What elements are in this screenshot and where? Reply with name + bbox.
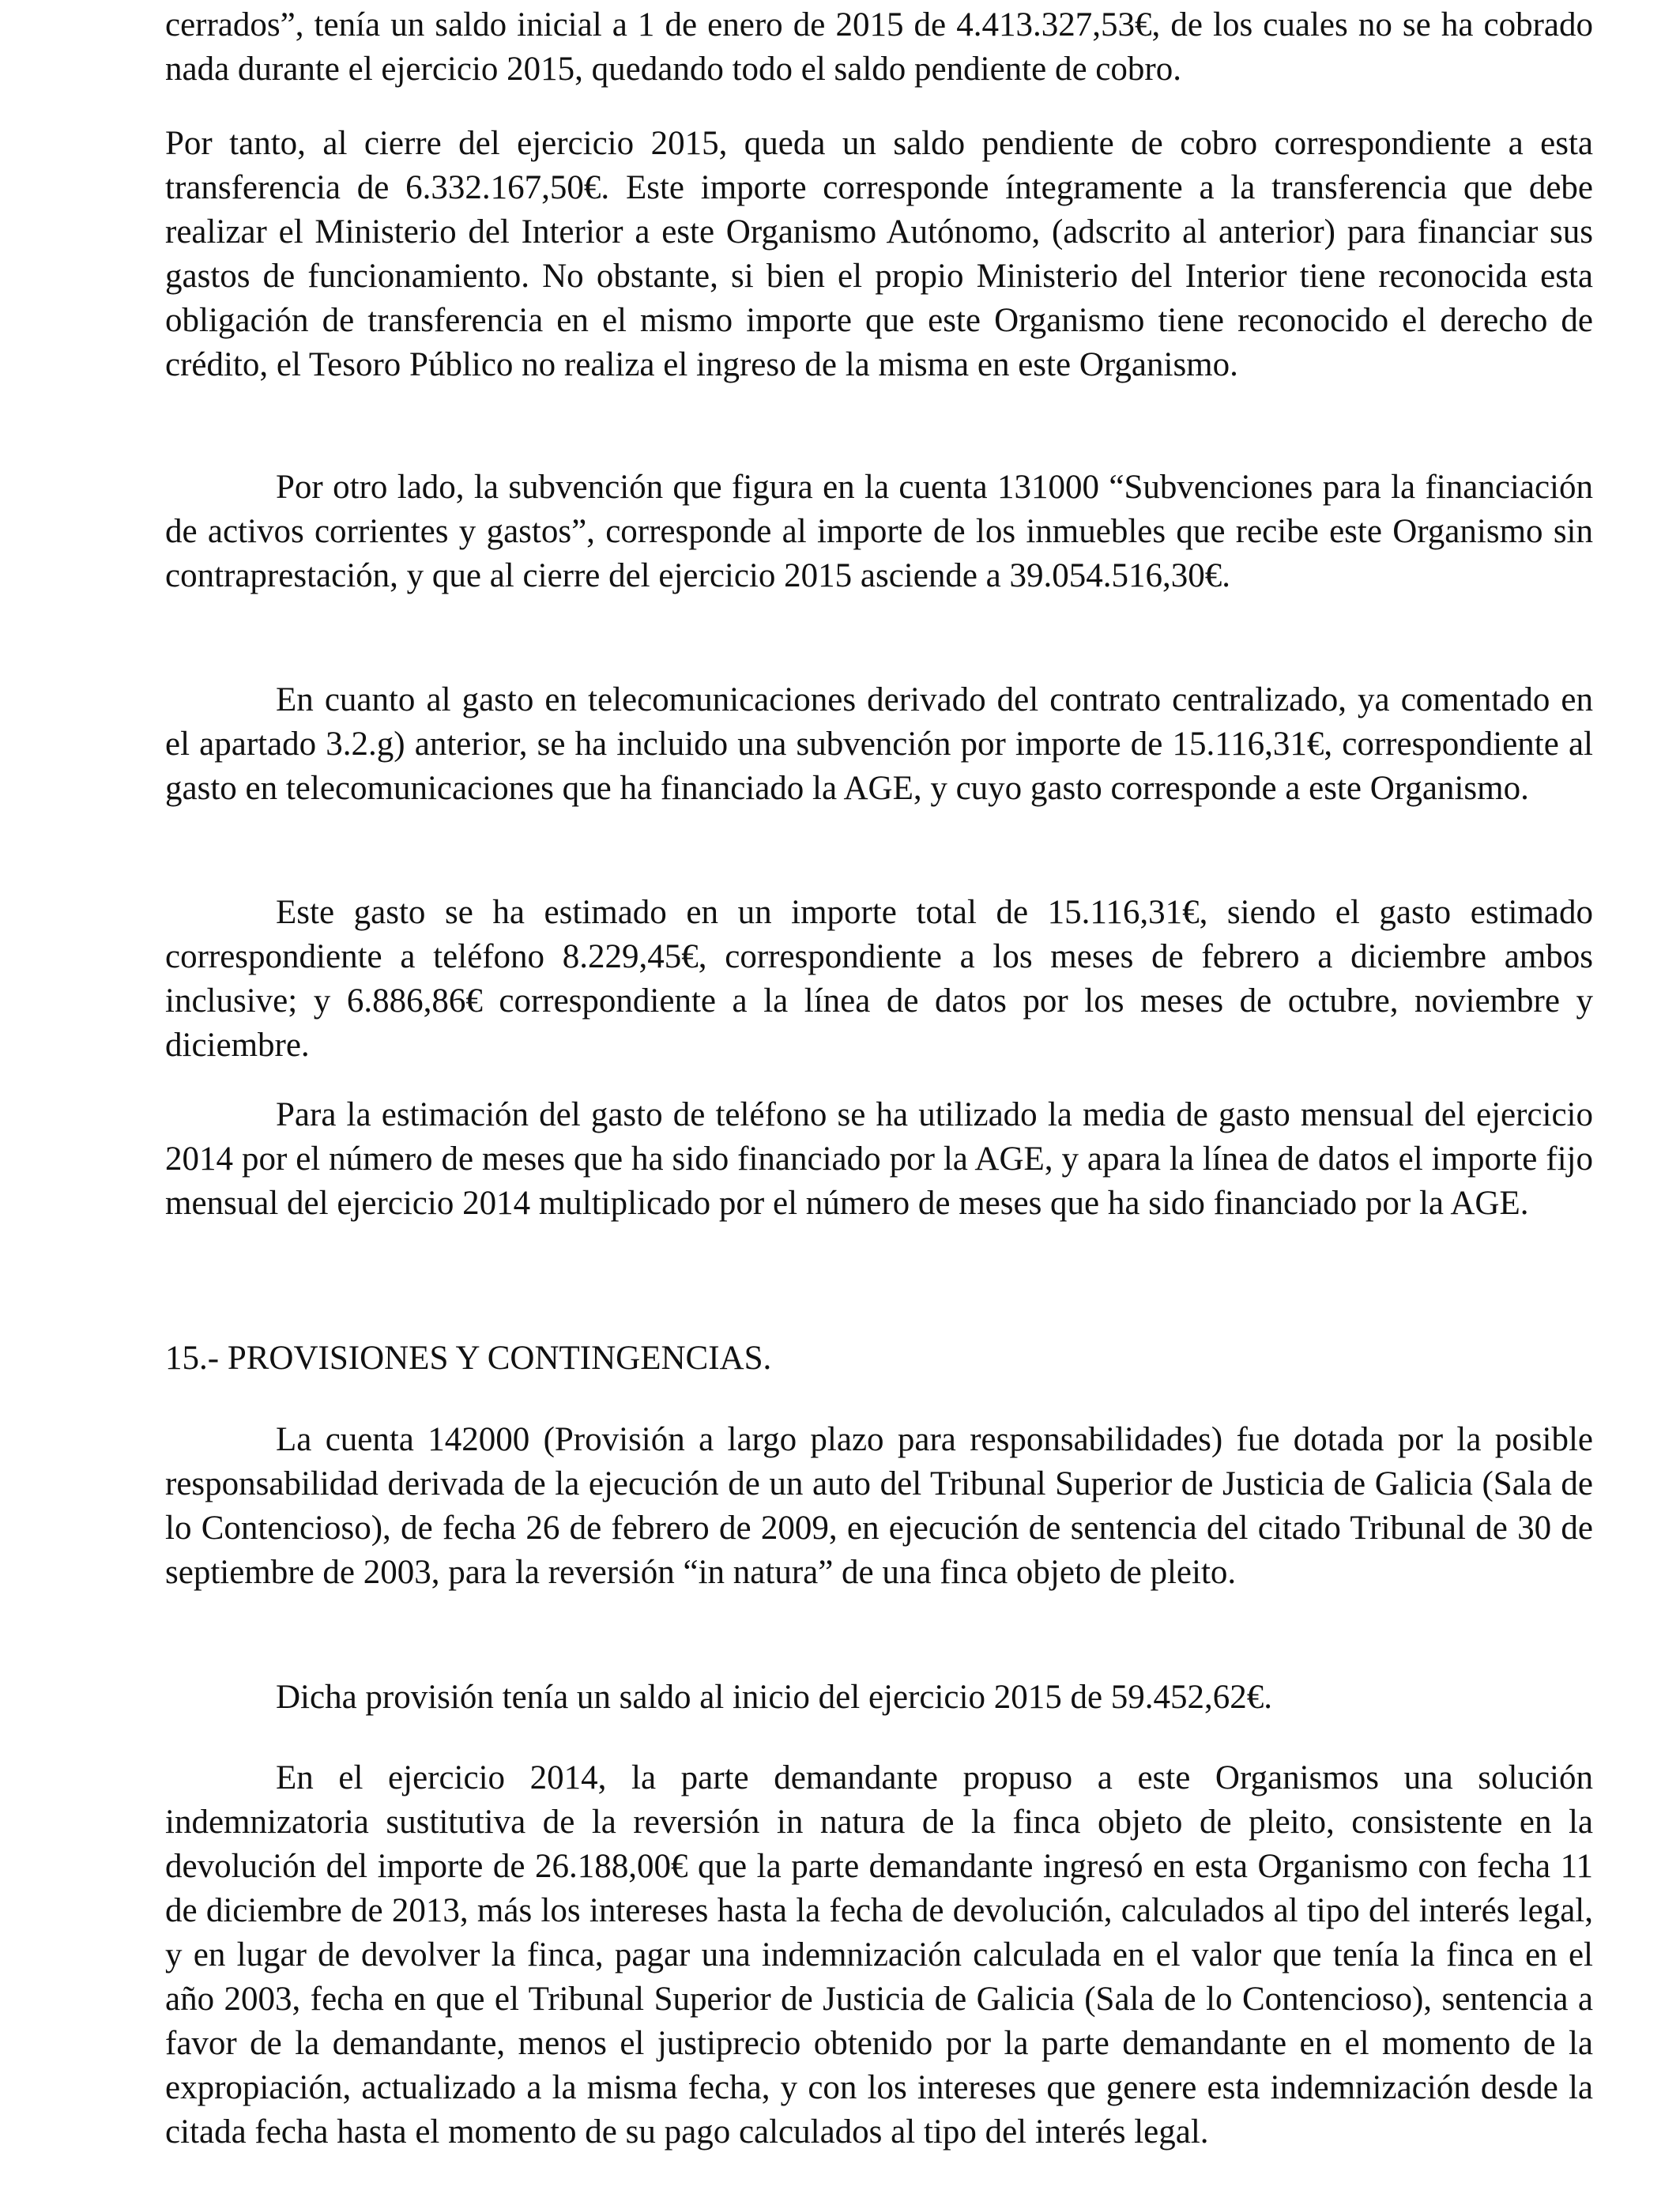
paragraph-cuenta-142000: La cuenta 142000 (Provisión a largo plazo para responsabilidades) fue dotada por la posible responsabilidad derivada de la ejecución de un auto del Tribunal Superior de Justicia de Galicia (Sala de lo Contencioso), de fecha 26 de febrero de 2009, en ejecución de sentencia del citado Tribunal de 30 de septiembre de 2003, para la reversión “in natura” de una finca objeto de pleito. [165,1421,1593,1591]
paragraph-saldo-pendiente: Por tanto, al cierre del ejercicio 2015, queda un saldo pendiente de cobro correspondiente a esta transferencia de 6.332.167,50€. Este importe corresponde íntegramente a la transferencia que debe realizar el Ministerio del Interior a este Organismo Autónomo, (adscrito al anterior) para financiar sus gastos de funcionamiento. No obstante, si bien el propio Ministerio del Interior tiene reconocida esta obligación de transferencia en el mismo importe que este Organismo tiene reconocido el derecho de crédito, el Tesoro Público no realiza el ingreso de la misma en este Organismo. [165,125,1593,383]
paragraph-solucion-indemnizatoria: En el ejercicio 2014, la parte demandante propuso a este Organismos una solución indemnizatoria sustitutiva de la reversión in natura de la finca objeto de pleito, consistente en la devolución del importe de 26.188,00€ que la parte demandante ingresó en esta Organismo con fecha 11 de diciembre de 2013, más los intereses hasta la fecha de devolución, calculados al tipo del interés legal, y en lugar de devolver la finca, pagar una indemnización calculada en el valor que tenía la finca en el año 2003, fecha en que el Tribunal Superior de Justicia de Galicia (Sala de lo Contencioso), sentencia a favor de la demandante, menos el justiprecio obtenido por la parte demandante en el momento de la expropiación, actualizado a la misma fecha, y con los intereses que genere esta indemnización desde la citada fecha hasta el momento de su pago calculados al tipo del interés legal. [165,1759,1593,2151]
section-heading: 15.- PROVISIONES Y CONTINGENCIAS. [165,1340,772,1377]
paragraph-saldo-inicial: cerrados”, tenía un saldo inicial a 1 de enero de 2015 de 4.413.327,53€, de los cuales no se ha cobrado nada durante el ejercicio 2015, quedando todo el saldo pendiente de cobro. [165,6,1593,88]
paragraph-subvencion-131000: Por otro lado, la subvención que figura en la cuenta 131000 “Subvenciones para la financiación de activos corrientes y gastos”, corresponde al importe de los inmuebles que recibe este Organismo sin contraprestación, y que al cierre del ejercicio 2015 asciende a 39.054.516,30€. [165,469,1593,594]
paragraph-telecomunicaciones: En cuanto al gasto en telecomunicaciones derivado del contrato centralizado, ya comentado en el apartado 3.2.g) anterior, se ha incluido una subvención por importe de 15.116,31€, correspondiente al gasto en telecomunicaciones que ha financiado la AGE, y cuyo gasto corresponde a este Organismo. [165,681,1593,807]
paragraph-gasto-estimado: Este gasto se ha estimado en un importe total de 15.116,31€, siendo el gasto estimado correspondiente a teléfono 8.229,45€, correspondiente a los meses de febrero a diciembre ambos inclusive; y 6.886,86€ correspondiente a la línea de datos por los meses de octubre, noviembre y diciembre. [165,894,1593,1064]
paragraph-estimacion-telefono: Para la estimación del gasto de teléfono se ha utilizado la media de gasto mensual del ejercicio 2014 por el número de meses que ha sido financiado por la AGE, y apara la línea de datos el importe fijo mensual del ejercicio 2014 multiplicado por el número de meses que ha sido financiado por la AGE. [165,1096,1593,1222]
paragraph-saldo-provision: Dicha provisión tenía un saldo al inicio del ejercicio 2015 de 59.452,62€. [276,1679,1273,1716]
